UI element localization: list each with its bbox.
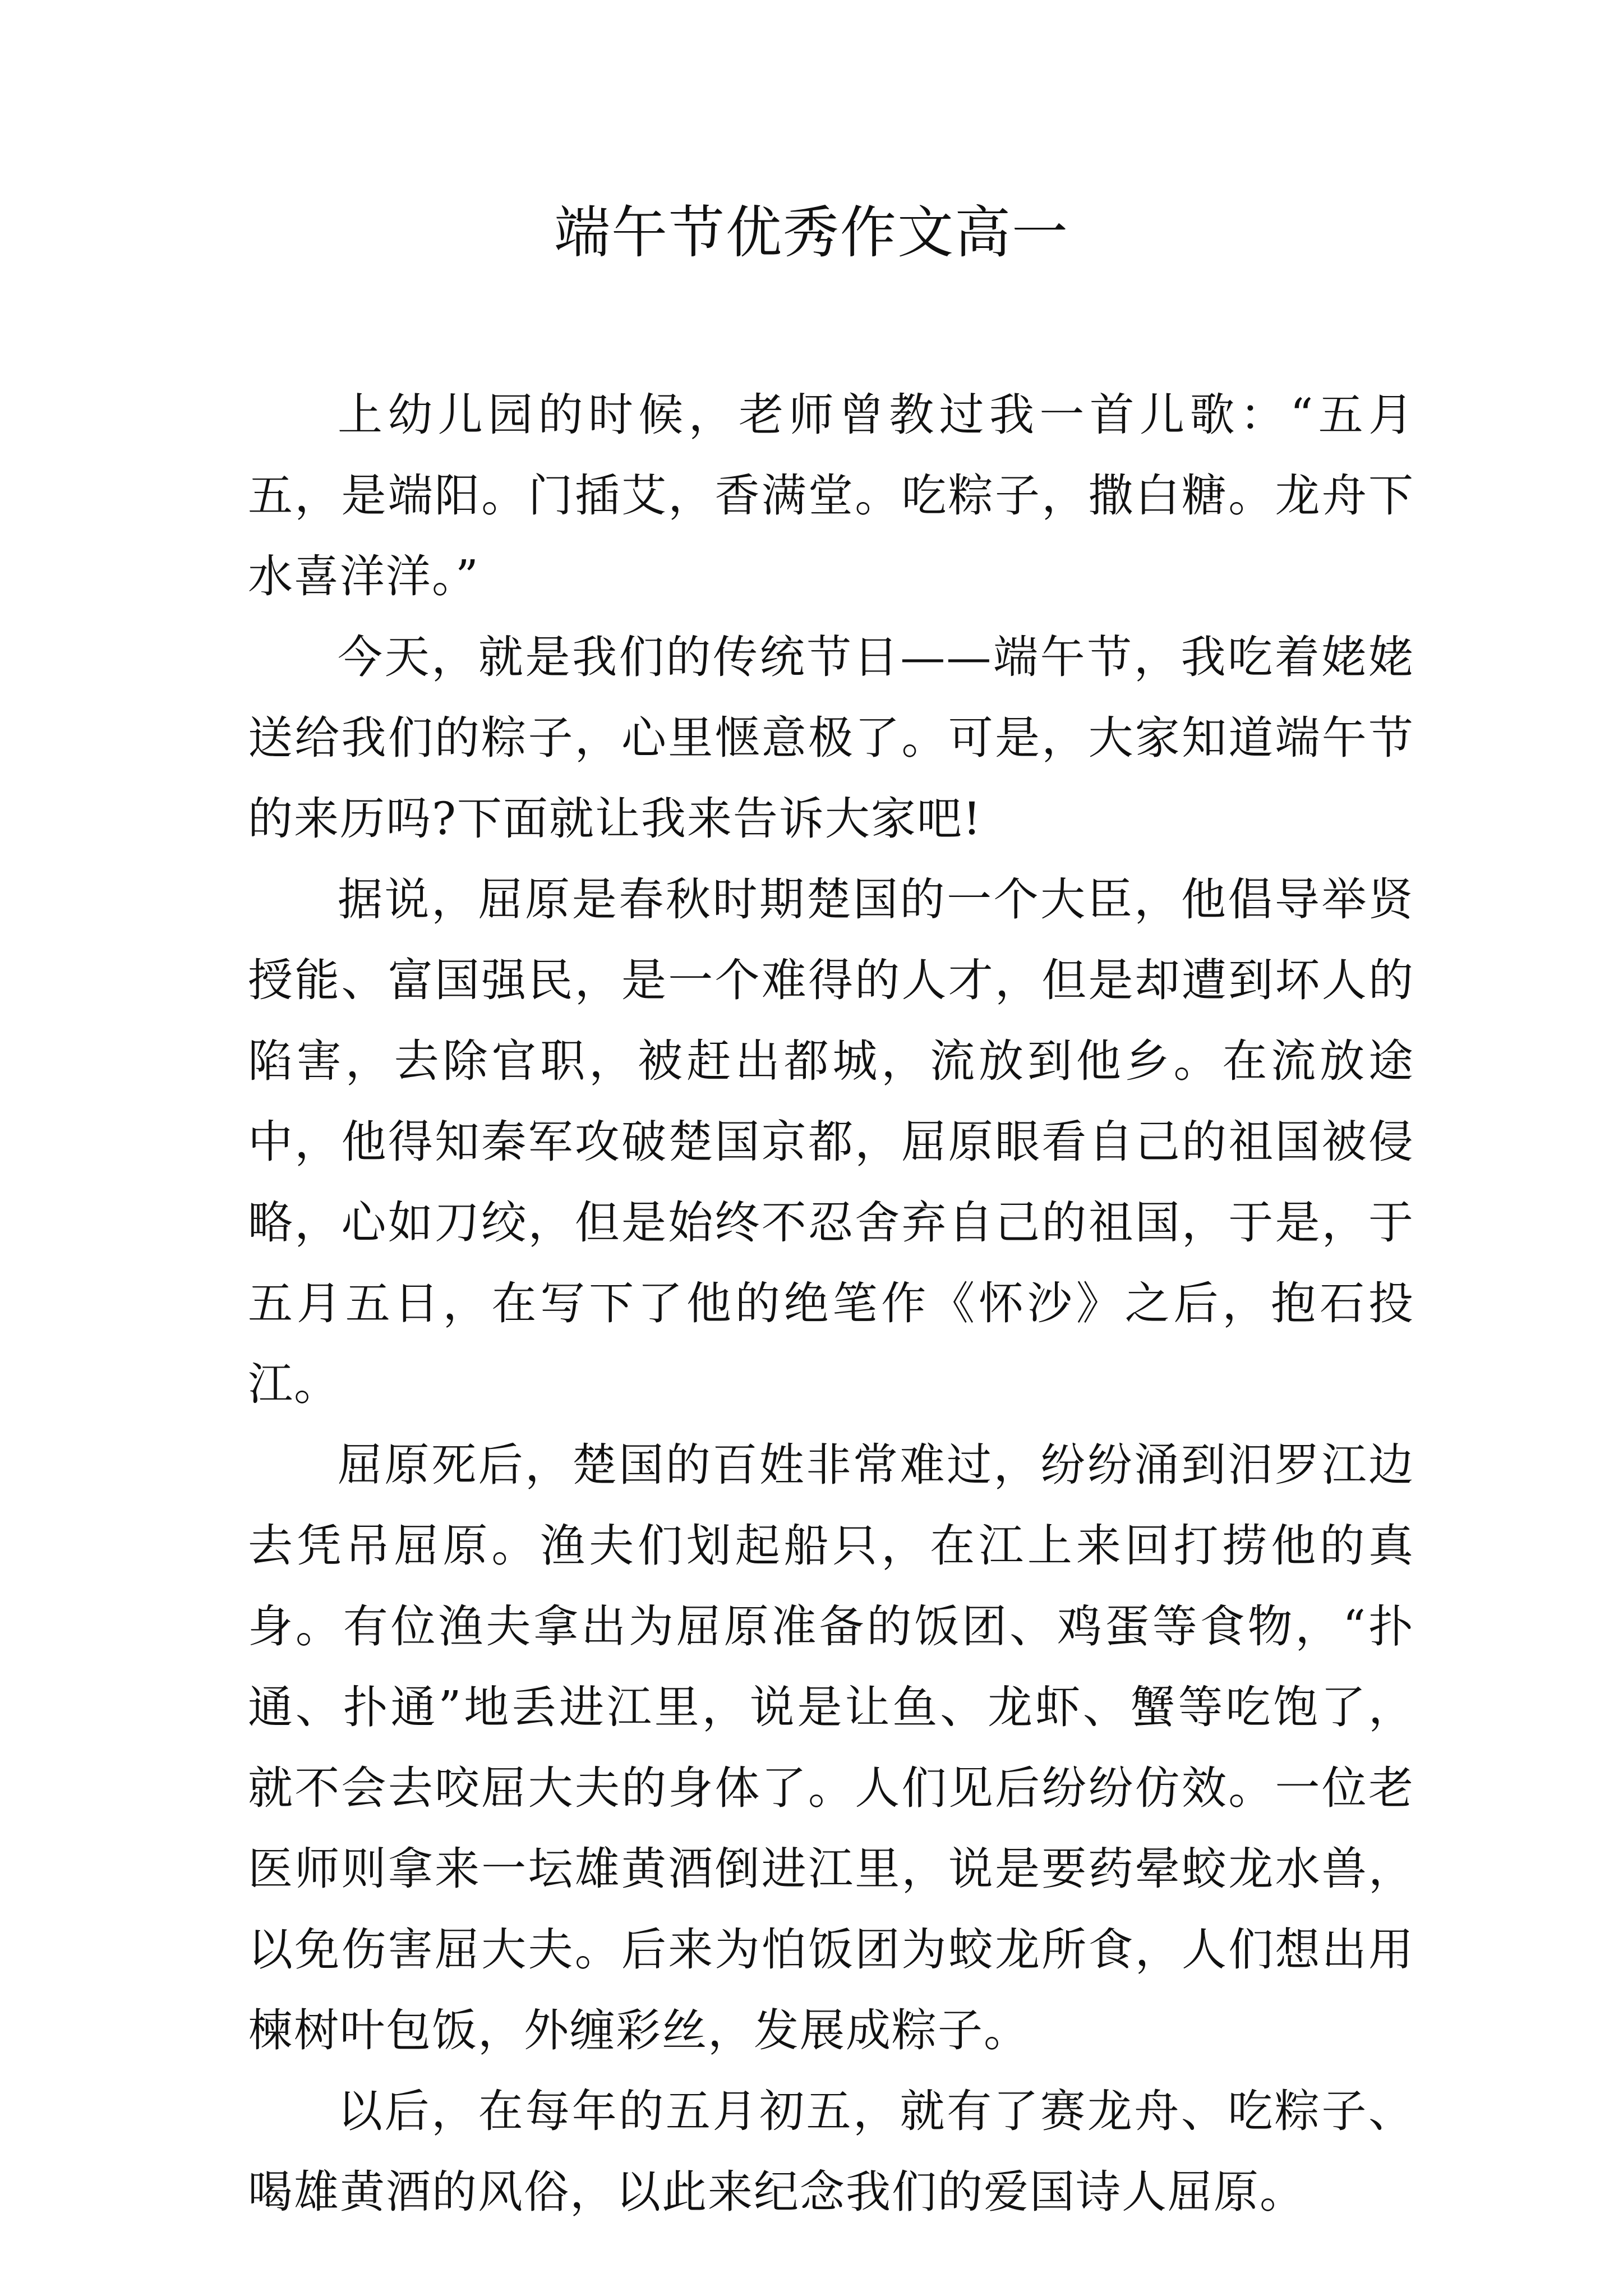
paragraph-2: 今天，就是我们的传统节日——端午节，我吃着姥姥送给我们的粽子，心里惬意极了。可是，大家知道端午节的来历吗?下面就让我来告诉大家吧!	[248, 631, 1414, 845]
essay-body	[248, 375, 1414, 2233]
paragraph-4: 屈原死后，楚国的百姓非常难过，纷纷涌到汨罗江边去凭吊屈原。渔夫们划起船只，在江上来回打捞他的真身。有位渔夫拿出为屈原准备的饭团、鸡蛋等食物，“扑通、扑通”地丢进江里，说是让鱼、龙虾、蟹等吃饱了，就不会去咬屈大夫的身体了。人们见后纷纷仿效。一位老医师则拿来一坛雄黄酒倒进江里，说是要药晕蛟龙水兽，以免伤害屈大夫。后来为怕饭团为蛟龙所食，人们想出用楝树叶包饭，外缠彩丝，发展成粽子。	[248, 1439, 1414, 2056]
paragraph-5: 以后，在每年的五月初五，就有了赛龙舟、吃粽子、喝雄黄酒的风俗，以此来纪念我们的爱国诗人屈原。	[248, 2085, 1414, 2218]
paragraph-3: 据说，屈原是春秋时期楚国的一个大臣，他倡导举贤授能、富国强民，是一个难得的人才，但是却遭到坏人的陷害，去除官职，被赶出都城，流放到他乡。在流放途中，他得知秦军攻破楚国京都，屈原眼看自己的祖国被侵略，心如刀绞，但是始终不忍舍弃自己的祖国，于是，于五月五日，在写下了他的绝笔作《怀沙》之后，抱石投江。	[248, 873, 1414, 1410]
document-title: 端午节优秀作文高一	[554, 200, 1069, 265]
paragraph-1: 上幼儿园的时候，老师曾教过我一首儿歌：“五月五，是端阳。门插艾，香满堂。吃粽子，撒白糖。龙舟下水喜洋洋。”	[248, 389, 1414, 602]
